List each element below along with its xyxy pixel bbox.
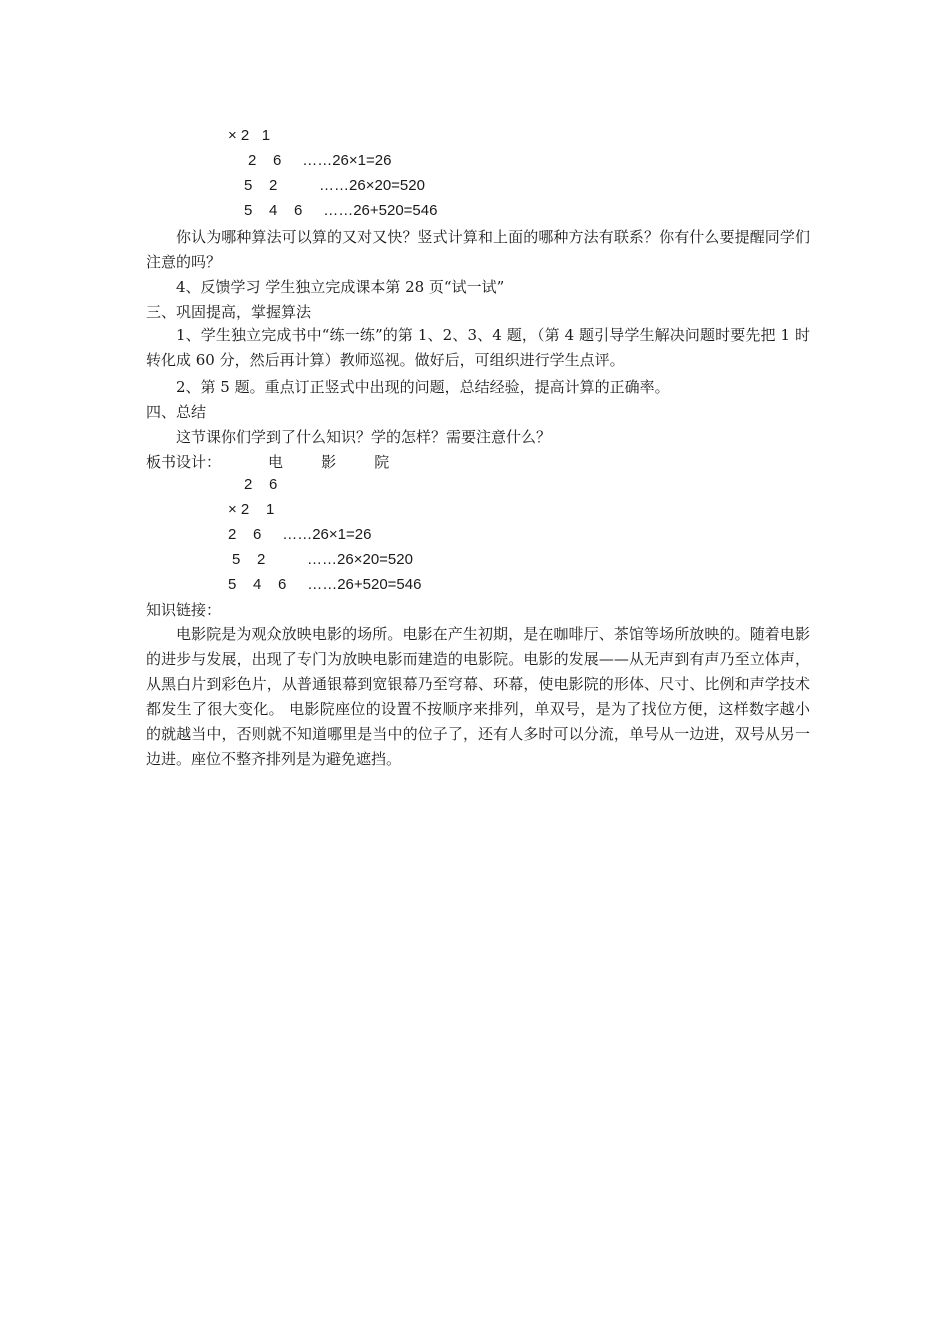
board-partial-product-1: 2 6 ……26×1=26 [228, 526, 372, 543]
calc1-partial-product-1: 2 6 ……26×1=26 [248, 152, 392, 169]
board-design-label: 板书设计： [146, 453, 222, 471]
summary-question: 这节课你们学到了什么知识？学的怎样？需要注意什么？ [176, 428, 552, 446]
section-3-item-1: 1、学生独立完成书中“练一练”的第 1、2、3、4 题，（第 4 题引导学生解决问题时要先把 1 时转化成 60 分，然后再计算）教师巡视。做好后，可组织进行学生点评。 [146, 326, 810, 369]
step-4-feedback: 4、反馈学习 学生独立完成课本第 28 页“试一试” [176, 278, 505, 296]
section-3-heading: 三、巩固提高，掌握算法 [146, 303, 312, 321]
knowledge-link-body: 电影院是为观众放映电影的场所。电影在产生初期，是在咖啡厅、茶馆等场所放映的。随着电影的进步与发展，出现了专门为放映电影而建造的电影院。电影的发展——从无声到有声乃至立体声，从黑白片到彩色片，从普通银幕到宽银幕乃至穹幕、环幕，使电影院的形体、尺寸、比例和声学技术都发生了很大变化。 电影院座位的设置不按顺序来排列，单双号，是为了找位方便，这样数字越小的就越当中，否则就不知道哪里是当中的位子了，还有人多时可以分流，单号从一边进，双号从另一边进。座位不整齐排列是为避免遮挡。 [146, 625, 810, 768]
question-paragraph: 你认为哪种算法可以算的又对又快？竖式计算和上面的哪种方法有联系？你有什么要提醒同学们注意的吗？ [146, 228, 810, 271]
calc1-multiplier-row: × 2 1 [228, 127, 271, 144]
section-3-item-2: 2、第 5 题。重点订正竖式中出现的问题，总结经验，提高计算的正确率。 [176, 378, 670, 396]
board-design-title: 电 影 院 [268, 453, 390, 471]
calc1-partial-product-2: 5 2 ……26×20=520 [244, 177, 425, 194]
board-top-number: 2 6 [244, 476, 278, 493]
knowledge-link-label: 知识链接： [146, 601, 222, 619]
board-partial-product-2: 5 2 ……26×20=520 [232, 551, 413, 568]
board-multiplier-row: × 2 1 [228, 501, 275, 518]
calc1-sum-row: 5 4 6 ……26+520=546 [244, 202, 438, 219]
board-sum-row: 5 4 6 ……26+520=546 [228, 576, 422, 593]
section-4-heading: 四、总结 [146, 403, 207, 421]
